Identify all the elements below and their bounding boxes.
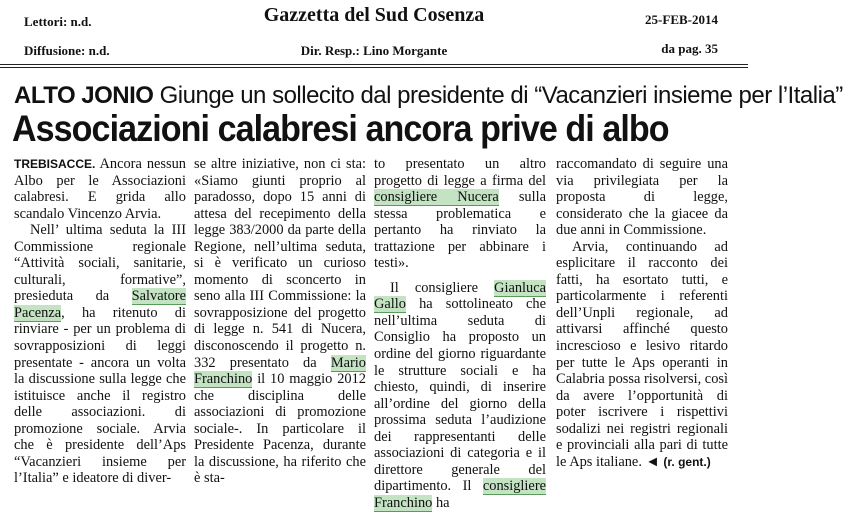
paragraph-text: Ancora nessun Albo per le Associazioni calabresi. E grida allo scandalo Vincenzo Arvia. [14,156,186,222]
header-divider [0,64,748,65]
newspaper-title: Gazzetta del Sud Cosenza [263,4,485,26]
highlighted-name: Salvatore Pacenza [14,288,186,321]
paragraph-text: Nell’ ultima seduta la III Commissione regionale “Attività sociali, sanitarie, culturali, formative”, presieduta da [14,222,186,305]
paragraph [374,156,546,272]
paragraph-text: ha sottolineato che nell’ultima seduta di Consiglio ha proposto un ordine del giorno riguardante le strutture sociali e ha chiesto, quindi, di inserire all’ordine del giorno della prossima seduta l’audizione dei rappresentanti delle associazioni di categoria e il direttore generale del dipartimento. Il [374,296,546,495]
paragraph [374,280,546,512]
article-headline: Associazioni calabresi ancora prive di albo [12,108,669,149]
article-column-2 [194,156,366,487]
paragraph [14,222,186,487]
article-column-4 [556,156,728,470]
director-info: Dir. Resp.: Lino Morgante [300,43,448,58]
paragraph-text: ha [435,494,450,511]
paragraph [556,239,728,471]
highlighted-name: Mario Franchino [194,354,366,388]
dateline: TREBISACCE. [14,157,96,171]
article-column-3 [374,156,546,511]
paragraph [14,156,186,222]
paragraph-text: raccomandato di seguire una via privilegiata per la proposta di legge, considerato che la giacee da due anni in Commissione. [556,156,728,239]
paragraph [556,156,728,239]
paragraph-text: , ha ritenuto di rinviare - per un problema di sovrapposizioni di leggi presentate - ancora un volta la discussione sulla legge che istituisce anche il registro delle associazioni. di promozione sociale. Arvia che è presidente dell’Aps “Vacanzieri insieme per l’Italia” e ideatore di diver- [14,304,186,487]
paragraph-text: to presentato un altro progetto di legge a firma del [374,156,546,189]
paragraph-text: se altre iniziative, non ci sta: «Siamo giunti proprio al paradosso, dopo 15 anni di attesa del recepimento della legge 383/2000 da parte della Regione, nell’ultima seduta, si è verificato un curioso momento di sconcerto in seno alla III Commissione: la sovrapposizione del progetto di legge n. 541 di Nucera, disconoscendo il progetto n. 332 presentato da [194,156,366,371]
paragraph [194,156,366,487]
highlighted-name: consigliere Franchino [374,478,546,511]
article-kicker [14,82,843,110]
highlighted-name: Gianluca Gallo [374,279,546,313]
paragraph-text: sulla stessa problematica e pertanto ha rinviato la trattazione per abbinare i testi». [374,189,546,272]
page-reference: da pag. 35 [661,41,718,56]
distribution-info: Diffusione: n.d. [24,43,110,58]
readers-info: Lettori: n.d. [24,14,92,29]
header-divider-second [0,67,748,68]
paragraph-text: il 10 maggio 2012 che disciplina delle associazioni di promozione sociale-. In particolare il Presidente Pacenza, durante la discussione, ha riferito che è sta- [194,371,366,487]
paragraph-text: Il consigliere [390,279,478,296]
highlighted-name: consigliere Nucera [374,189,499,206]
end-mark-icon: ◄ [645,453,660,470]
kicker-text: Giunge un sollecito dal presidente di “Vacanzieri insieme per l’Italia” [159,82,843,109]
publication-date: 25-FEB-2014 [645,12,718,27]
author-signature: (r. gent.) [663,454,711,469]
article-column-1 [14,156,186,487]
kicker-location: ALTO JONIO [14,82,154,109]
paragraph-text: Arvia, continuando ad esplicitare il racconto dei fatti, ha esortato tutti, e particolarmente i referenti dell’Unpli regionale, ad attivarsi affinché questo increscioso e lesivo ritardo per tutte le Aps operanti in Calabria possa risolversi, così da avere l’opportunità di poter iscrivere i rispettivi sodalizi nei registri regionali e provinciali alla pari di tutte le Aps italiane. [556,238,728,470]
